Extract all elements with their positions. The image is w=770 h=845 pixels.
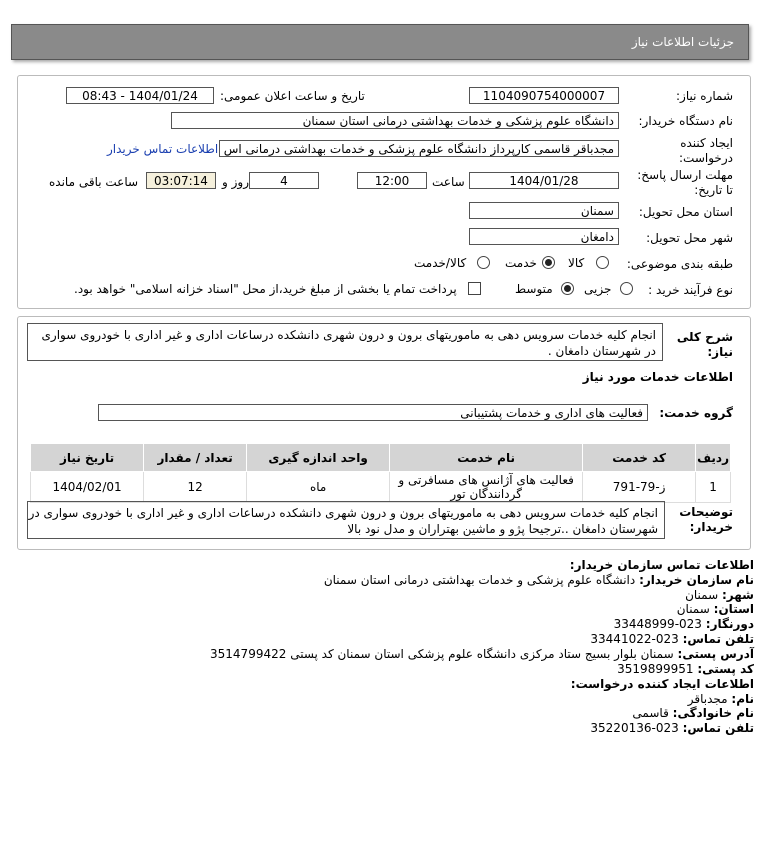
treasury-payment-text: پرداخت تمام یا بخشی از مبلغ خرید،از محل "اسناد خزانه اسلامی" خواهد بود. xyxy=(74,282,457,296)
column-quantity: تعداد / مقدار xyxy=(144,444,247,472)
category-option-goods: کالا xyxy=(568,256,585,270)
treasury-payment-checkbox[interactable] xyxy=(468,282,481,295)
cell-row-number: 1 xyxy=(696,472,731,503)
cell-quantity: 12 xyxy=(144,472,247,503)
process-option-minor: جزیی xyxy=(584,282,612,296)
page-header xyxy=(11,24,749,60)
creator-label-2: درخواست: xyxy=(679,151,733,165)
creator-last-name-value: قاسمی xyxy=(632,706,669,720)
creator-last-name-label: نام خانوادگی: xyxy=(672,706,754,720)
province-field: سمنان xyxy=(469,202,619,219)
org-province-value: سمنان xyxy=(676,602,710,616)
description-field xyxy=(27,323,663,361)
deadline-time-label: ساعت xyxy=(432,175,465,189)
org-name-label: نام سازمان خریدار: xyxy=(639,573,754,587)
need-info-panel xyxy=(17,75,751,309)
services-table-header xyxy=(31,444,731,472)
creator-phone-value: 023-35220136 xyxy=(590,721,679,735)
creator-phone-label: تلفن تماس: xyxy=(682,721,754,735)
description-label-1: شرح کلی xyxy=(676,330,733,344)
need-number-label: شماره نیاز: xyxy=(676,89,733,103)
org-fax-label: دورنگار: xyxy=(705,617,754,631)
process-option-medium: متوسط xyxy=(515,282,553,296)
announce-field: 1404/01/24 - 08:43 xyxy=(66,87,214,104)
buyer-notes-line-1: انجام کلیه خدمات سرویس دهی به ماموریتهای برون و درون شهری دانشکده درساعات اداری و غیر اداری با خودروی سواری در xyxy=(28,506,658,520)
deadline-date-field: 1404/01/28 xyxy=(469,172,619,189)
category-radio-goods-service[interactable] xyxy=(477,256,490,269)
buyer-notes-label-1: توضیحات xyxy=(679,505,733,519)
process-label: نوع فرآیند خرید : xyxy=(648,283,733,297)
buyer-field: دانشگاه علوم پزشکی و خدمات بهداشتی درمانی استان سمنان xyxy=(171,112,619,129)
remaining-time-field: 03:07:14 xyxy=(146,172,216,189)
category-radio-goods[interactable] xyxy=(596,256,609,269)
deadline-label-2: تا تاریخ: xyxy=(694,183,733,197)
need-number-field: 1104090754000007 xyxy=(469,87,619,104)
process-radio-minor[interactable] xyxy=(620,282,633,295)
org-fax-value: 023-33448999 xyxy=(613,617,702,631)
city-field: دامغان xyxy=(469,228,619,245)
org-postal-label: کد پستی: xyxy=(697,662,754,676)
announce-label: تاریخ و ساعت اعلان عمومی: xyxy=(220,89,365,103)
org-phone-label: تلفن تماس: xyxy=(682,632,754,646)
org-phone-row xyxy=(590,632,754,646)
deadline-label-1: مهلت ارسال پاسخ: xyxy=(637,168,733,182)
cell-need-date: 1404/02/01 xyxy=(31,472,144,503)
creator-label-1: ایجاد کننده xyxy=(680,136,733,150)
creator-contact-title-text: اطلاعات ایجاد کننده درخواست: xyxy=(570,677,754,691)
remaining-label: ساعت باقی مانده xyxy=(49,175,139,189)
org-name-value: دانشگاه علوم پزشکی و خدمات بهداشتی درمانی استان سمنان xyxy=(323,573,636,587)
org-address-label: آدرس پستی: xyxy=(677,647,754,661)
creator-phone-row xyxy=(590,721,754,735)
services-table xyxy=(30,443,731,503)
services-section-title: اطلاعات خدمات مورد نیاز xyxy=(582,370,733,384)
city-label: شهر محل تحویل: xyxy=(646,231,733,245)
creator-last-name-row xyxy=(632,706,754,720)
buyer-label: نام دستگاه خریدار: xyxy=(638,114,733,128)
org-name-row xyxy=(324,573,754,587)
org-address-value: سمنان بلوار بسیج ستاد مرکزی دانشگاه علوم پزشکی استان سمنان کد پستی 3514799422 xyxy=(210,647,674,661)
days-field: 4 xyxy=(249,172,319,189)
creator-first-name-row xyxy=(688,692,754,706)
process-radio-medium[interactable] xyxy=(561,282,574,295)
buyer-contact-link[interactable]: اطلاعات تماس خریدار xyxy=(107,142,219,156)
org-postal-row xyxy=(617,662,754,676)
column-service-name: نام خدمت xyxy=(390,444,583,472)
service-group-label: گروه خدمت: xyxy=(659,406,733,420)
page-title: جزئیات اطلاعات نیاز xyxy=(631,35,734,49)
org-postal-value: 3519899951 xyxy=(617,662,694,676)
column-service-code: کد خدمت xyxy=(583,444,696,472)
column-row-number: ردیف xyxy=(696,444,731,472)
org-province-label: استان: xyxy=(713,602,754,616)
org-city-row xyxy=(685,588,754,602)
org-city-value: سمنان xyxy=(685,588,719,602)
column-unit: واحد اندازه گیری xyxy=(247,444,390,472)
creator-first-name-label: نام: xyxy=(731,692,754,706)
buyer-notes-label-2: خریدار: xyxy=(689,520,733,534)
category-label: طبقه بندی موضوعی: xyxy=(626,257,733,271)
category-option-goods-service: کالا/خدمت xyxy=(414,256,467,270)
buyer-notes-field xyxy=(27,501,665,539)
creator-first-name-value: مجدباقر xyxy=(687,692,728,706)
province-label: استان محل تحویل: xyxy=(638,205,733,219)
org-fax-row xyxy=(614,617,754,631)
description-line-2: در شهرستان دامغان . xyxy=(547,344,656,358)
description-label-2: نیاز: xyxy=(707,345,733,359)
category-option-service: خدمت xyxy=(505,256,537,270)
org-address-row xyxy=(210,647,754,661)
org-city-label: شهر: xyxy=(722,588,754,602)
deadline-time-field: 12:00 xyxy=(357,172,427,189)
org-contact-title-text: اطلاعات تماس سازمان خریدار: xyxy=(569,558,754,572)
org-province-row xyxy=(677,602,754,616)
creator-field: مجدباقر قاسمی کارپرداز دانشگاه علوم پزشکی و خدمات بهداشتی درمانی اس xyxy=(219,140,619,157)
category-radio-service[interactable] xyxy=(542,256,555,269)
days-label: روز و xyxy=(222,175,249,189)
description-line-1: انجام کلیه خدمات سرویس دهی به ماموریتهای برون و درون شهری دانشکده درساعات اداری و غیر اداری با خودروی سواری xyxy=(41,328,656,342)
cell-service-name: فعالیت های آژانس های مسافرتی و گردانندگان تور xyxy=(390,472,583,503)
cell-service-code: ز-79-791 xyxy=(583,472,696,503)
cell-unit: ماه xyxy=(247,472,390,503)
org-phone-value: 023-33441022 xyxy=(590,632,679,646)
column-need-date: تاریخ نیاز xyxy=(31,444,144,472)
table-row xyxy=(31,472,731,503)
org-contact-title xyxy=(570,558,754,572)
buyer-notes-line-2: شهرستان دامغان ..ترجیحا پژو و ماشین بهتراران و مدل نود بالا xyxy=(347,522,658,536)
service-group-field: فعالیت های اداری و خدمات پشتیبانی xyxy=(98,404,648,421)
creator-contact-title xyxy=(571,677,754,691)
